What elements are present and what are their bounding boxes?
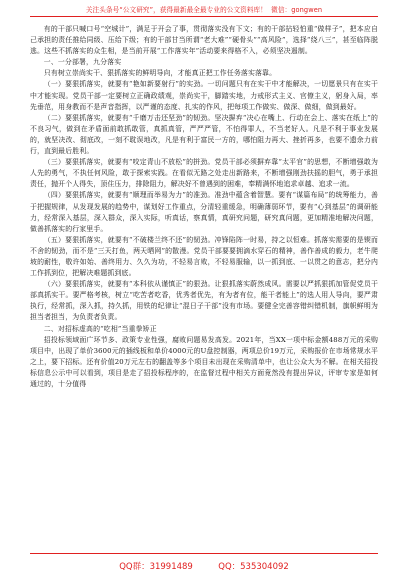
- section-heading: 一、一分部署，九分落实: [43, 58, 122, 67]
- bottom-divider: [30, 553, 378, 554]
- footer-qq-group: QQ群：31991489: [119, 562, 193, 572]
- body-paragraph: 招投标领域面广环节多、政策专业性强，腐败问题易发高发。2021年，当XX一项中标金额488万元的采购项目中，出现了单价3600元的插线板和单价4000元的U盘控制器，两项总价19万元，采购报价在市场常规水平之上，要下招标。还有价值20万元左右的翻盖等多个项目未出现在采购清单中，也让公众大为不解。在相关招投标信息公示中可以看到，项目是走了招投标程序的，在监督过程中相关方面竟然没有提出异议，评审专家是如何通过的，十分值得: [30, 335, 378, 388]
- document-body: [30, 24, 378, 550]
- footer-qq: QQ：535304092: [218, 562, 289, 572]
- body-paragraph: （四）要狠抓落实，就要有“顺理而举易为力”的准劲。准劲中蕴含着智慧。要有“谋篇布局”的统筹能力，善于把握规律，从发现发展的趋势中，谋划好工作重点，分清轻重缓急，明确薄弱环节，要有“心到基层”的调研能力，经常深入基层，深入群众，深入实际，听真话，察真情，真研究问题，研究真问题，更加精准地解决问题，做善抓落实的行家里手。: [30, 191, 378, 233]
- banner-promo-text: 关注头条号“公文研究”，获得最新最全最专业的公文资料库！: [85, 6, 267, 14]
- body-paragraph: 只有树立崇尚实干、狠抓落实的鲜明导向，才能真正把工作任务落实落靠。: [43, 69, 277, 78]
- body-paragraph: （一）要狠抓落实，就要有“艳如新要射行”的实劲。一切问题只有在实干中才能解决，一切愿景只有在实干中才能实现。党员干部一定要树立正确政绩观，崇尚实干，脚踏实地，力戒形式主义、官僚主义，躬身入局，率先垂范，用身教而不是声音指挥，以严谨的态度、扎实的作风，把每项工作做实、做深、做细，做到最好。: [30, 80, 378, 111]
- body-paragraph: 有的干部只喊口号“空城计”，满足于开会了事，贯彻落实没有下文；有的干部拈轻怕重“做样子”，把本应自己承担的责任推给同级、压给下级；有的干部甘当所谓“老大难”“硬骨头”“高风险”，选择“绕八三”，甚至临阵脱逃。这些不抓落实的众生相，是当前开展“工作落实年”活动要来得格不入，必须坚决遏制。: [30, 25, 378, 56]
- footer: [0, 560, 408, 572]
- top-divider: [30, 16, 378, 17]
- body-paragraph: （三）要狠抓落实，就要有“咬定青山不放松”的拼劲。党员干部必须摒弃靠“太平官”的思想，不断增强敢为人先的勇气，不执任何风险，敢于探索实践。在看似无路之处走出新路来，不断增强刚劲扶摇的胆气，勇于承担责任，抛开个人得失，顶住压力，排除阻力，解决好不曾遇到的困难，奉精满怀地追求卓越、追求一流。: [30, 158, 378, 189]
- body-paragraph: （六）要狠抓落实，就要有“本科依从谨慎正”的狠劲。让狠抓落实蔚然成风。需要以严抓狠抓加管促党员干部真抓实干。要严格考核，树立“吃苦者吃香，优秀者优先，有为者有位，能干者能上”的选人用人导向，要严肃执行，经常抓，深入抓，持久抓，用铁的纪律让“混日子干部”没有市场。要健全完善容错纠错机制，旗帜鲜明为担当者担当，为负责者负责。: [30, 280, 378, 322]
- body-paragraph: （五）要狠抓落实，就要有“不破楼兰终不还”的韧劲。冲锋陷阵一时易，持之以恒难。抓落实需要的是锲而不舍的韧劲，而不是“三天打鱼，两天晒网”的散漫。党员干部要要拥滴水穿石的精神，善作善成的毅力，老牛爬坡的耐性，敬许如始、善终用力、久久为功，不轻易言败，不轻易服输，以一抓到底、一以贯之的意志，把分内工作抓到位，把解决难题抓到底。: [30, 235, 378, 278]
- top-banner: [0, 4, 408, 14]
- body-paragraph: （二）要狠抓落实，就要有“千磨万击还坚劲”的韧劲。坚决摒弃“决心在嘴上、行动在会上、落实在纸上”的不良习气，做到在矛盾面前敢抓敢管，真抓真管，严严严管，不怕得罪人，不当老好人。凡是不利于事业发展的，就坚决改、彻底改，一刻不耽误地改，凡是有利于富民一方的，哪怕阻力再大、挫折再多，也要不遗余力前行，直到最后胜利。: [30, 113, 378, 156]
- banner-wechat-text: 微信：gongwen: [271, 6, 323, 14]
- section-heading: 二、对招标虚高的“吃相”当重拳矫正: [43, 324, 157, 333]
